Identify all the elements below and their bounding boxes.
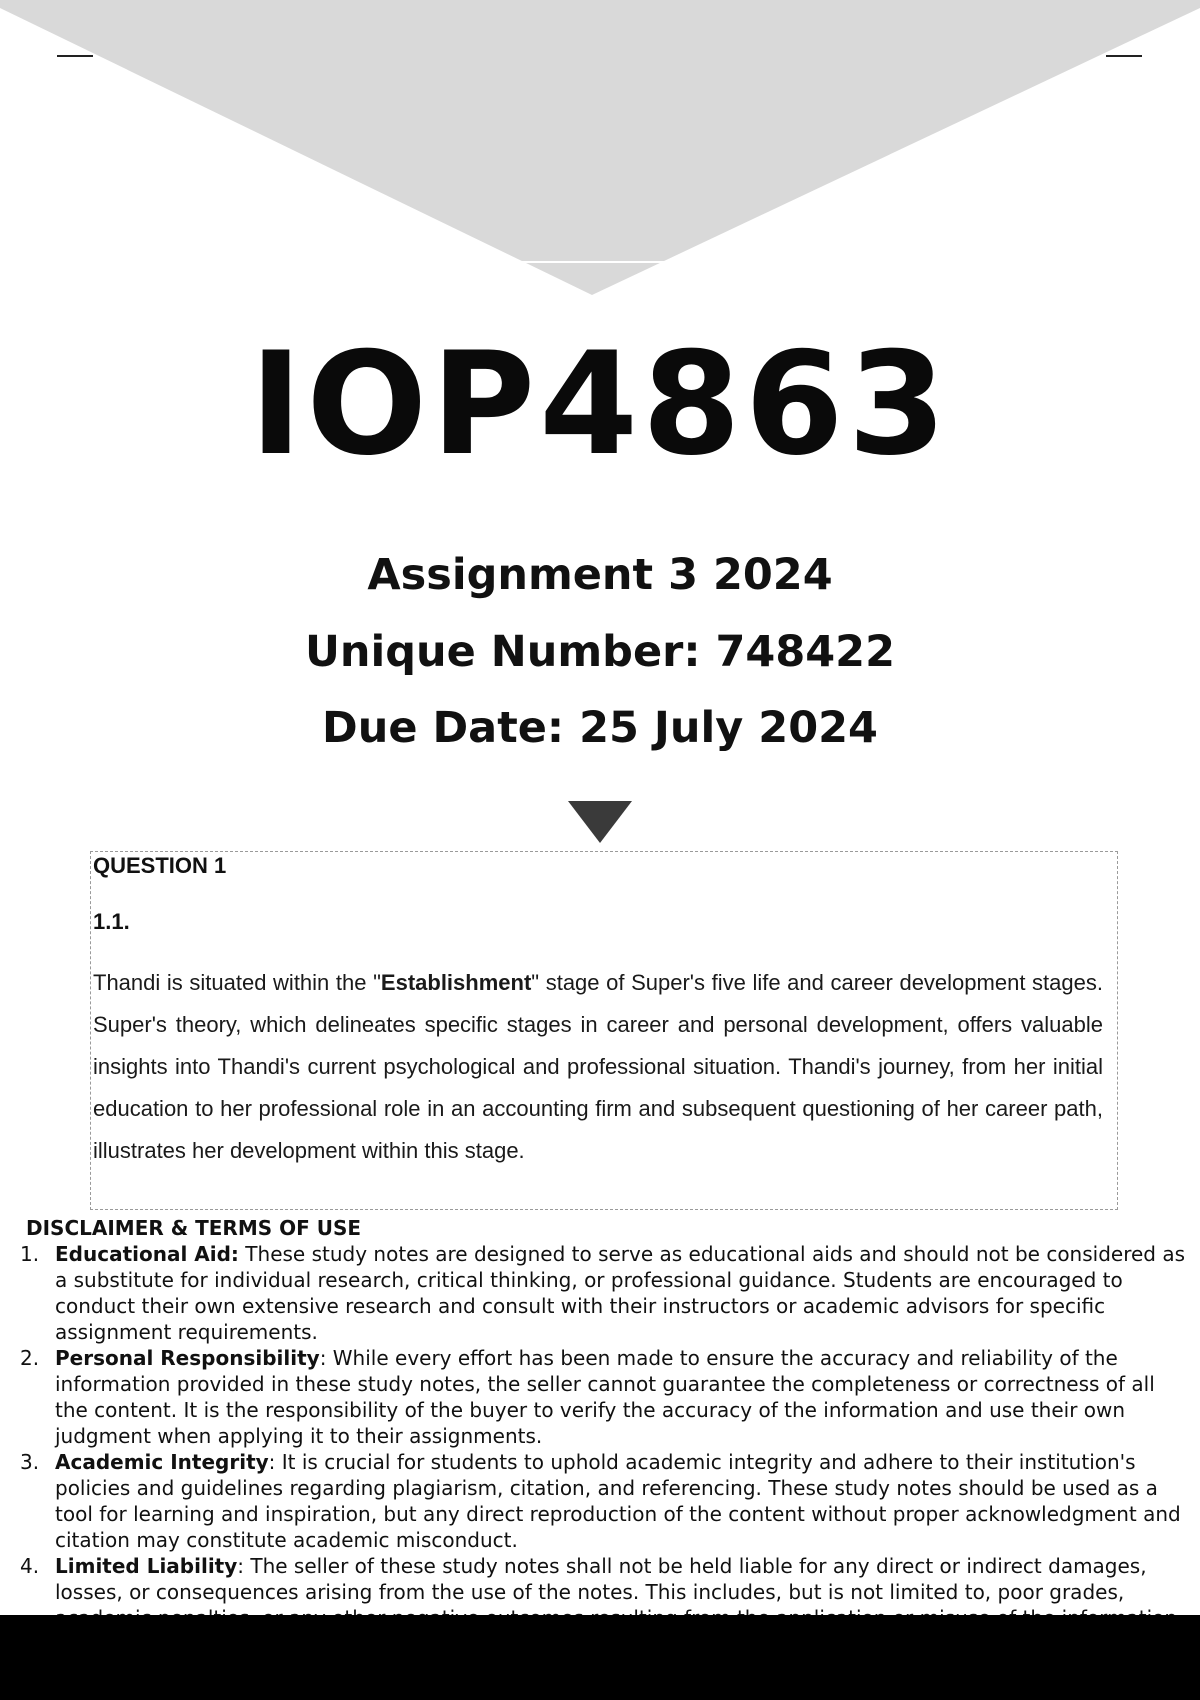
due-date-line (0, 702, 1200, 754)
question-box (90, 851, 1118, 1210)
list-item (20, 1345, 1190, 1449)
disclaimer-list (20, 1241, 1190, 1631)
item-text: : The seller of these study notes shall not be held liable for any direct or indirect damages, losses, or consequences arising from the use of the notes. This includes, but is not limited to, poor grades, (55, 1554, 1147, 1604)
unique-number-line (0, 626, 1200, 678)
item-number: 1. (20, 1242, 40, 1266)
assignment-line: Assignment 3 2024 (367, 550, 833, 600)
item-title: Limited Liability (55, 1554, 238, 1578)
banner-chevron-graphic (0, 0, 1200, 300)
question-title: QUESTION 1 (93, 853, 227, 878)
unique-number-value: 748422 (715, 627, 896, 677)
item-title: Academic Integrity (55, 1450, 269, 1474)
item-text: These study notes are designed to serve as educational aids and should not be considered as a substitute for individual research, critical thinking, or professional guidance. Students are encouraged to conduct their own extensive research and consult with their instructors or academic advisors for specific assignment requirements. (55, 1242, 1186, 1344)
question-number: 1.1. (93, 909, 130, 934)
item-number: 2. (20, 1346, 40, 1370)
item-text: : It is crucial for students to uphold academic integrity and adhere to their institution's policies and guidelines regarding plagiarism, citation, and referencing. These study notes should be used as a tool for learning and inspiration, but any direct reproduction of the content without proper acknowledgment and citation may constitute academic misconduct. (55, 1450, 1181, 1552)
answer-text-part: Thandi is situated within the " (93, 970, 381, 995)
course-code: IOP4863 (249, 322, 951, 487)
item-title: Personal Responsibility (55, 1346, 320, 1370)
left-corner-dash (57, 55, 93, 57)
down-arrow-icon (568, 801, 632, 843)
item-number: 4. (20, 1554, 40, 1578)
item-text: : While every effort has been made to ensure the accuracy and reliability of the information provided in these study notes, the seller cannot guarantee the completeness or correctness of all the content. It is the responsibility of the buyer to verify the accuracy of the information and use their own judgment when applying it to their assignments. (55, 1346, 1155, 1448)
answer-text-part: " stage of Super's five life and career development stages. Super's theory, which delineates specific stages in career and personal development, offers valuable insights into Thandi's current psychological and professional situation. Thandi's journey, from her initial education to her professional role in an accounting firm and subsequent questioning of her career path, illustrates her development within this stage. (93, 970, 1103, 1163)
item-number: 3. (20, 1450, 40, 1474)
due-date-value: 25 July 2024 (579, 703, 878, 753)
bottom-black-bar (0, 1615, 1200, 1700)
unique-number-label: Unique Number: (304, 627, 701, 677)
item-title: Educational Aid: (55, 1242, 239, 1266)
list-item (20, 1449, 1190, 1553)
due-date-label: Due Date: (322, 703, 565, 753)
disclaimer-title: DISCLAIMER & TERMS OF USE (26, 1216, 362, 1240)
answer-emphasis: Establishment (380, 970, 532, 995)
right-corner-dash (1106, 55, 1142, 57)
question-answer-text (93, 962, 1103, 1172)
list-item (20, 1241, 1190, 1345)
